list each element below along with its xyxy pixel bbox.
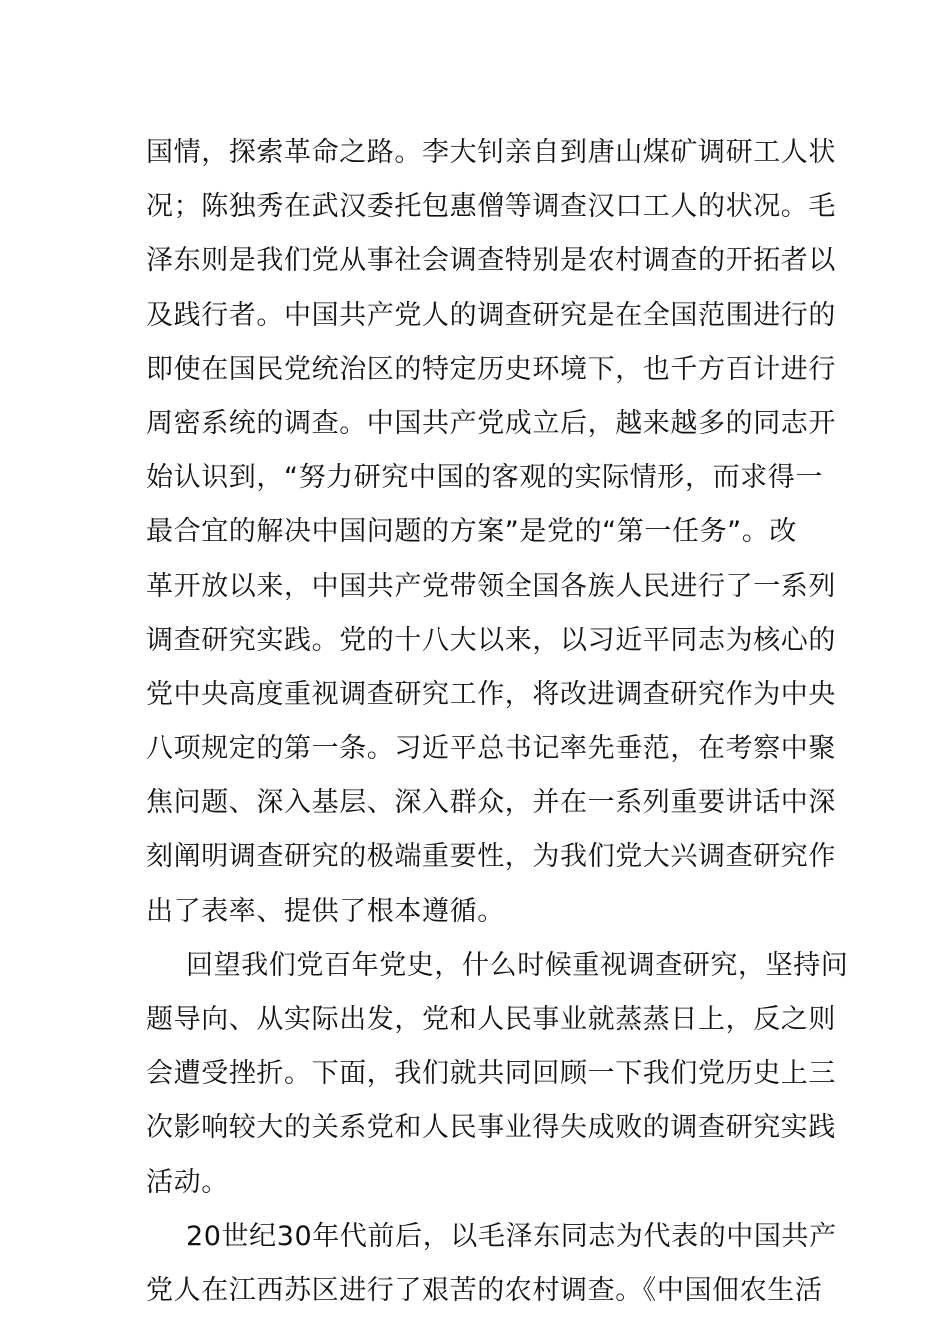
text-line: 及践行者。中国共产党人的调查研究是在全国范围进行的 bbox=[146, 299, 836, 331]
body-text bbox=[146, 126, 849, 1318]
text-line: 党中央高度重视调查研究工作，将改进调查研究作为中央 bbox=[146, 678, 836, 710]
text-line: 泽东则是我们党从事社会调查特别是农村调查的开拓者以 bbox=[146, 245, 836, 277]
paragraph-start-line: 回望我们党百年党史，什么时候重视调查研究，坚持问 bbox=[186, 949, 849, 981]
text-line: 焦问题、深入基层、深入群众，并在一系列重要讲话中深 bbox=[146, 787, 836, 819]
text-line: 周密系统的调查。中国共产党成立后，越来越多的同志开 bbox=[146, 407, 836, 439]
text-line: 题导向、从实际出发，党和人民事业就蒸蒸日上，反之则 bbox=[146, 1004, 836, 1035]
text-line: 况；陈独秀在武汉委托包惠僧等调查汉口工人的状况。毛 bbox=[146, 191, 836, 223]
text-line: 调查研究实践。党的十八大以来，以习近平同志为核心的 bbox=[146, 624, 836, 656]
text-line: 活动。 bbox=[146, 1166, 229, 1198]
text-line: 最合宜的解决中国问题的方案”是党的“第一任务”。改 bbox=[146, 516, 797, 548]
text-line: 即使在国民党统治区的特定历史环境下，也千方百计进行 bbox=[146, 353, 836, 385]
text-line: 党人在江西苏区进行了艰苦的农村调查。《中国佃农生活 bbox=[146, 1274, 823, 1306]
text-line: 次影响较大的关系党和人民事业得失成败的调查研究实践 bbox=[146, 1112, 836, 1144]
text-line: 国情，探索革命之路。李大钊亲自到唐山煤矿调研工人状 bbox=[146, 137, 836, 168]
text-line: 八项规定的第一条。习近平总书记率先垂范，在考察中聚 bbox=[146, 733, 836, 765]
text-line: 革开放以来，中国共产党带领全国各族人民进行了一系列 bbox=[146, 570, 836, 602]
text-line: 会遭受挫折。下面，我们就共同回顾一下我们党历史上三 bbox=[146, 1058, 836, 1090]
text-line: 出了表率、提供了根本遵循。 bbox=[146, 895, 505, 927]
paragraph-start-line: 20世纪30年代前后，以毛泽东同志为代表的中国共产 bbox=[186, 1220, 837, 1252]
text-line: 刻阐明调查研究的极端重要性，为我们党大兴调查研究作 bbox=[146, 841, 836, 873]
text-line: 始认识到，“努力研究中国的客观的实际情形，而求得一 bbox=[146, 462, 823, 494]
